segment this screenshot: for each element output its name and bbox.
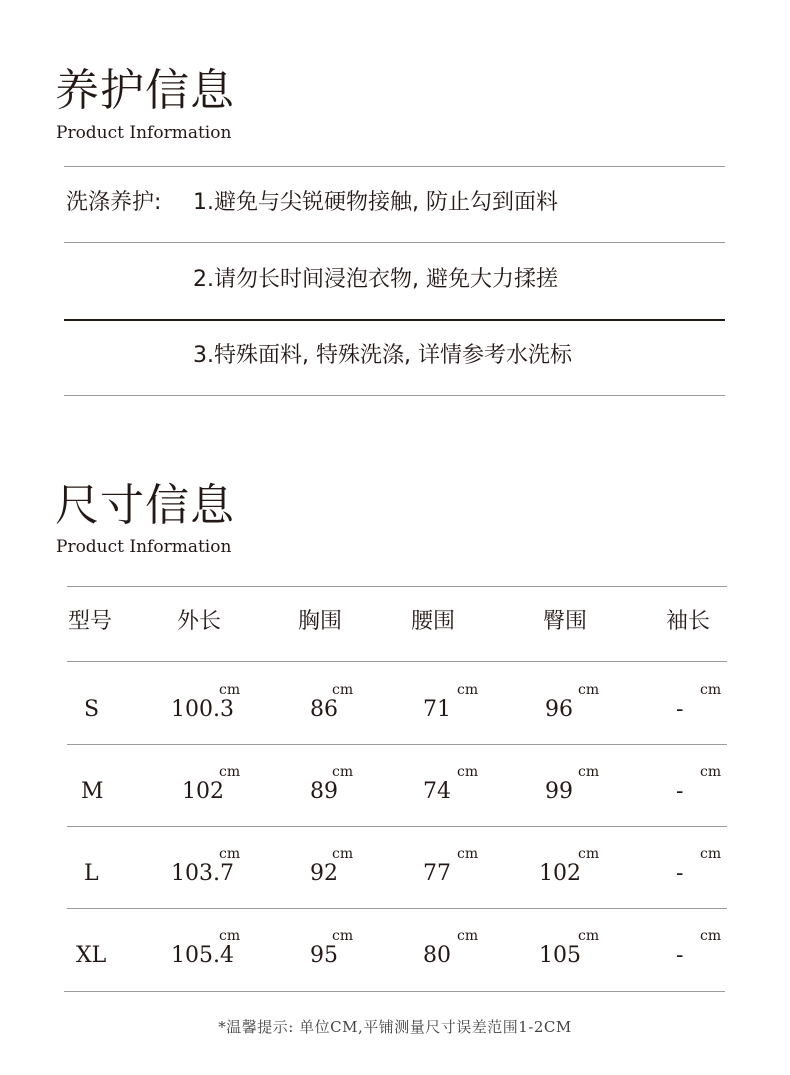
table-bottom-border xyxy=(64,991,725,992)
chest-value: 89 xyxy=(310,779,338,804)
header-length: 外长 xyxy=(177,609,222,634)
waist-value: 80 xyxy=(423,943,451,968)
length-value: 103.7 xyxy=(171,861,234,886)
size-note: *温馨提示: 单位CM,平铺测量尺寸误差范围1-2CM xyxy=(218,1018,572,1036)
unit-label: cm xyxy=(457,846,479,862)
row-divider xyxy=(67,744,727,745)
waist-value: 71 xyxy=(423,697,451,722)
unit-label: cm xyxy=(578,764,600,780)
chest-value: 95 xyxy=(310,943,338,968)
size-subtitle: Product Information xyxy=(56,537,232,557)
length-value: 102 xyxy=(182,779,224,804)
sleeve-value: - xyxy=(676,697,684,722)
chest-value: 86 xyxy=(310,697,338,722)
size-label: M xyxy=(81,779,104,804)
unit-label: cm xyxy=(700,682,722,698)
care-item-3: 3.特殊面料, 特殊洗涤, 详情参考水洗标 xyxy=(193,343,572,368)
care-subtitle: Product Information xyxy=(56,123,232,143)
unit-label: cm xyxy=(700,846,722,862)
row-divider xyxy=(67,826,727,827)
waist-value: 74 xyxy=(423,779,451,804)
unit-label: cm xyxy=(332,682,354,698)
care-item-1: 1.避免与尖锐硬物接触, 防止勾到面料 xyxy=(193,190,558,215)
unit-label: cm xyxy=(578,682,600,698)
unit-label: cm xyxy=(578,928,600,944)
divider xyxy=(64,319,725,321)
size-title: 尺寸信息 xyxy=(55,480,235,531)
header-size: 型号 xyxy=(68,609,113,634)
chest-value: 92 xyxy=(310,861,338,886)
unit-label: cm xyxy=(219,682,241,698)
care-title: 养护信息 xyxy=(55,65,235,116)
header-sleeve: 袖长 xyxy=(666,609,711,634)
hip-value: 102 xyxy=(539,861,581,886)
row-divider xyxy=(67,908,727,909)
unit-label: cm xyxy=(700,928,722,944)
header-divider xyxy=(67,661,727,662)
unit-label: cm xyxy=(332,764,354,780)
unit-label: cm xyxy=(219,846,241,862)
length-value: 100.3 xyxy=(171,697,234,722)
divider xyxy=(64,395,725,396)
unit-label: cm xyxy=(457,682,479,698)
header-chest: 胸围 xyxy=(298,609,343,634)
waist-value: 77 xyxy=(423,861,451,886)
unit-label: cm xyxy=(332,846,354,862)
sleeve-value: - xyxy=(676,779,684,804)
unit-label: cm xyxy=(219,764,241,780)
sleeve-value: - xyxy=(676,943,684,968)
care-label: 洗涤养护: xyxy=(66,190,162,215)
divider xyxy=(64,242,725,243)
sleeve-value: - xyxy=(676,861,684,886)
table-top-border xyxy=(67,586,727,587)
care-item-2: 2.请勿长时间浸泡衣物, 避免大力揉搓 xyxy=(193,267,558,292)
size-label: L xyxy=(84,861,99,886)
header-hip: 臀围 xyxy=(543,609,588,634)
header-waist: 腰围 xyxy=(411,609,456,634)
divider xyxy=(64,166,725,167)
size-label: S xyxy=(84,697,100,722)
unit-label: cm xyxy=(457,764,479,780)
unit-label: cm xyxy=(219,928,241,944)
hip-value: 105 xyxy=(539,943,581,968)
size-label: XL xyxy=(76,943,107,968)
unit-label: cm xyxy=(700,764,722,780)
unit-label: cm xyxy=(332,928,354,944)
unit-label: cm xyxy=(457,928,479,944)
hip-value: 96 xyxy=(545,697,573,722)
unit-label: cm xyxy=(578,846,600,862)
hip-value: 99 xyxy=(545,779,573,804)
length-value: 105.4 xyxy=(171,943,234,968)
